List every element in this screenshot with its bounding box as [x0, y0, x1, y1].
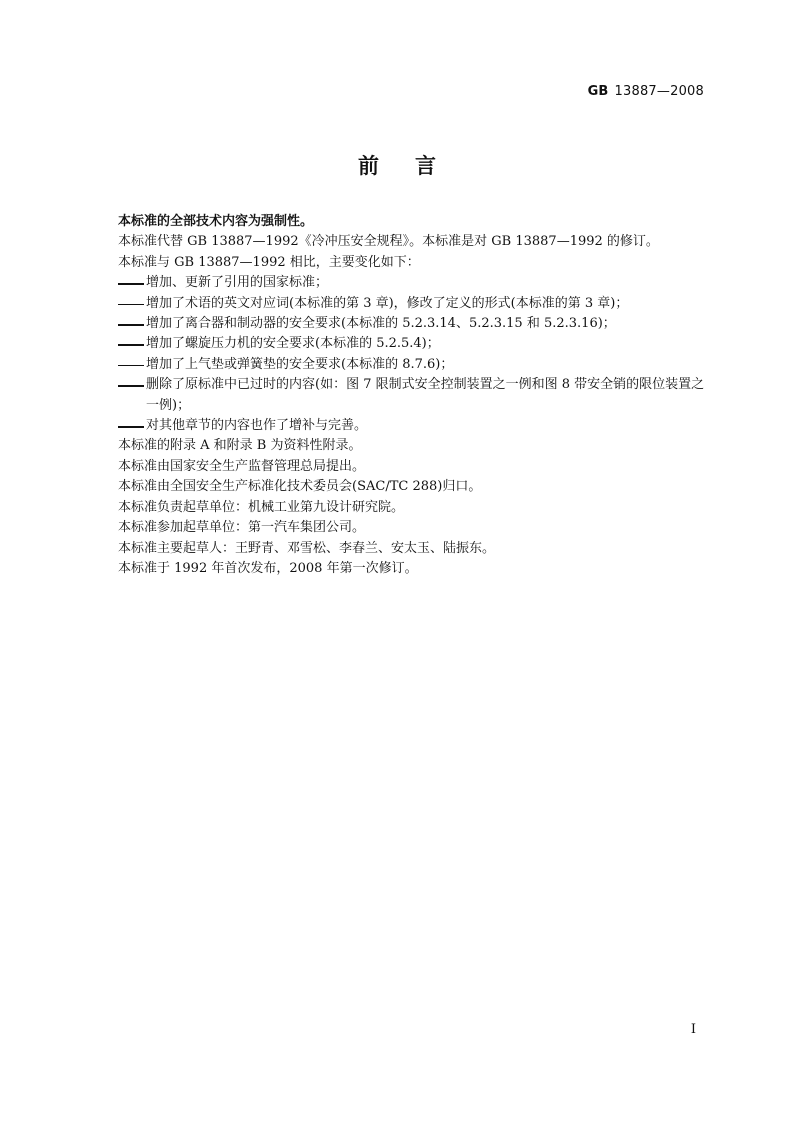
change-item-text: 增加了螺旋压力机的安全要求(本标准的 5.2.5.4)； [146, 336, 440, 352]
change-item-text: 增加了离合器和制动器的安全要求(本标准的 5.2.3.14、5.2.3.15 和 5.2.3.16)； [146, 316, 616, 332]
lead-drafter-statement: 本标准负责起草单位：机械工业第九设计研究院。 [118, 499, 405, 515]
change-item-text: 增加、更新了引用的国家标准； [146, 275, 329, 291]
change-item [118, 294, 710, 314]
mandatory-statement: 本标准的全部技术内容为强制性。 [118, 214, 314, 229]
change-item-text: 对其他章节的内容也作了增补与完善。 [146, 418, 368, 434]
change-item [118, 416, 710, 436]
changes-intro: 本标准与 GB 13887—1992 相比，主要变化如下： [118, 254, 420, 270]
page-number: I [690, 1022, 696, 1037]
change-item [118, 355, 710, 375]
participating-drafter-statement: 本标准参加起草单位：第一汽车集团公司。 [118, 520, 366, 536]
page-title: 前言 [358, 154, 472, 178]
proposer-statement: 本标准由国家安全生产监督管理总局提出。 [118, 458, 366, 474]
main-drafters-statement: 本标准主要起草人：王野青、邓雪松、李春兰、安太玉、陆振东。 [118, 540, 496, 556]
standard-prefix: GB [587, 84, 609, 99]
publication-history: 本标准于 1992 年首次发布，2008 年第一次修订。 [118, 560, 418, 576]
change-item-text: 增加了术语的英文对应词(本标准的第 3 章)，修改了定义的形式(本标准的第 3 章)； [146, 295, 629, 311]
standard-number-header [588, 84, 704, 99]
annex-statement: 本标准的附录 A 和附录 B 为资料性附录。 [118, 438, 362, 454]
change-item [118, 334, 710, 354]
change-item-text: 删除了原标准中已过时的内容(如：图 7 限制式安全控制装置之一例和图 8 带安全销的限位装置之一例)； [146, 377, 705, 413]
change-item [118, 375, 710, 416]
change-item [118, 273, 710, 293]
replacement-statement: 本标准代替 GB 13887—1992《冷冲压安全规程》。本标准是对 GB 13887—1992 的修订。 [118, 234, 659, 250]
change-item [118, 314, 710, 334]
committee-statement: 本标准由全国安全生产标准化技术委员会(SAC/TC 288)归口。 [118, 479, 482, 495]
standard-number: 13887—2008 [614, 84, 704, 99]
foreword-body [118, 212, 710, 579]
change-item-text: 增加了上气垫或弹簧垫的安全要求(本标准的 8.7.6)； [146, 356, 454, 372]
